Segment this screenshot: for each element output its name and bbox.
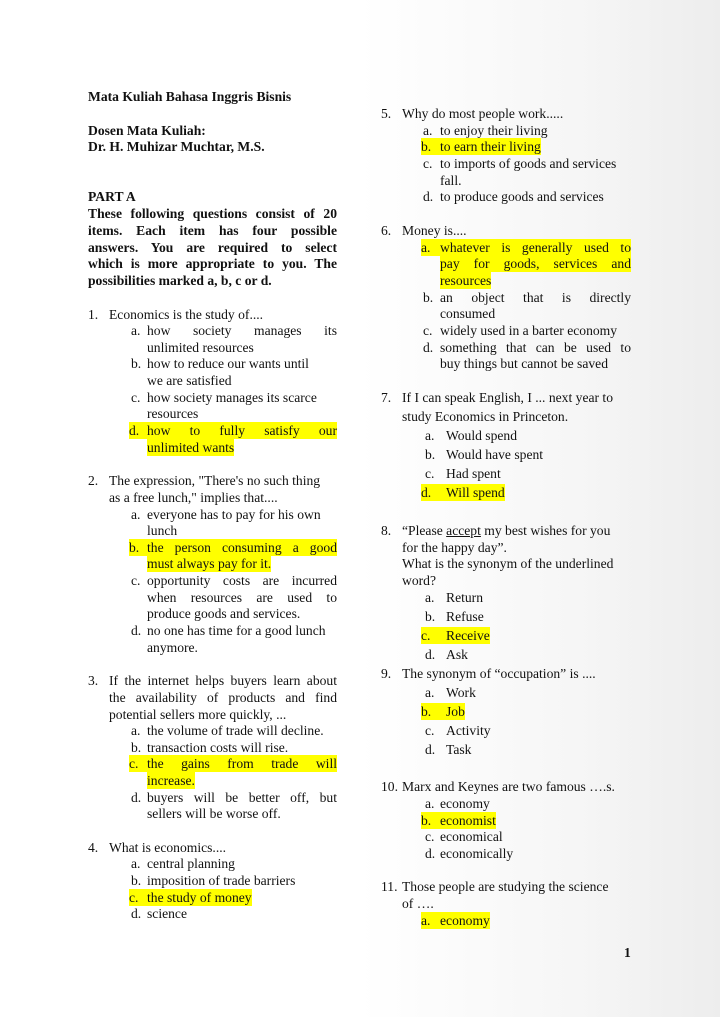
option-text: sellers will be worse off. [147,806,281,821]
question-text: Economics is the study of.... [109,307,264,322]
option-text: science [147,906,187,921]
option-text: opportunity costs are incurred [147,573,337,588]
question-text: What is economics.... [109,840,227,855]
option-letter: b. [423,290,434,305]
option-text: to enjoy their living [440,123,548,138]
underlined-word: accept [446,523,481,538]
option-text: buy things but cannot be saved [440,356,609,371]
option-text: Task [446,742,472,757]
option-letter: d. [425,742,436,757]
option-letter: b. [425,447,436,462]
option-text: something that can be used to [440,340,631,355]
option-letter: b. [131,740,142,755]
option-letter: b. [421,812,440,829]
question-text: What is the synonym of the underlined [402,556,614,571]
option-text: Refuse [446,609,484,624]
option-text: when resources are used to [147,590,337,605]
option-letter: d. [425,647,436,662]
option-text: lunch [147,523,178,538]
option-letter: d. [423,340,434,355]
option-letter: d. [131,623,142,638]
option-text: Activity [446,723,491,738]
instructions-line: answers. You are required to select [88,240,337,255]
answer-highlight: Receive [446,628,490,643]
option-text: buyers will be better off, but [147,790,337,805]
option-letter: d. [421,484,446,501]
part-title: PART A [88,189,136,204]
answer-highlight: resources [440,273,492,288]
option-text: imposition of trade barriers [147,873,296,888]
question-number: 11. [381,879,398,894]
question-number: 10. [381,779,398,794]
question-text: The expression, "There's no such thing [109,473,321,488]
option-text: central planning [147,856,235,871]
question-text: for the happy day”. [402,540,507,555]
answer-highlight: the person consuming a good [147,540,337,555]
option-text: Ask [446,647,468,662]
answer-highlight: economist [440,813,496,828]
question-text: potential sellers more quickly, ... [109,707,287,722]
option-letter: c. [129,889,147,906]
question-number: 9. [381,666,392,681]
option-letter: a. [423,123,433,138]
question-text: study Economics in Princeton. [402,409,569,424]
option-letter: c. [423,156,433,171]
question-number: 7. [381,390,392,405]
option-text: how society manages its [147,323,337,338]
page-number: 1 [624,945,631,960]
answer-highlight: whatever is generally used to [440,240,631,255]
option-text: Would spend [446,428,518,443]
question-text: the availability of products and find [109,690,337,705]
option-text: an object that is directly [440,290,631,305]
option-text: transaction costs will rise. [147,740,289,755]
option-letter: d. [131,790,142,805]
option-letter: d. [129,422,147,439]
option-text: resources [147,406,199,421]
question-number: 4. [88,840,99,855]
option-text: how society manages its scarce [147,390,317,405]
question-number: 3. [88,673,99,688]
option-letter: a. [131,856,141,871]
answer-highlight: increase. [147,773,195,788]
option-letter: c. [425,466,435,481]
option-letter: c. [129,755,147,772]
answer-highlight: economy [440,913,490,928]
option-text: economically [440,846,514,861]
option-letter: a. [425,590,435,605]
option-letter: a. [131,723,141,738]
option-letter: d. [425,846,436,861]
option-letter: a. [425,685,435,700]
option-text: Return [446,590,483,605]
option-letter: c. [131,390,141,405]
option-letter: c. [131,573,141,588]
option-text: consumed [440,306,496,321]
option-letter: a. [425,428,435,443]
question-text-part: “Please [402,523,447,538]
option-text: how to reduce our wants until [147,356,309,371]
question-text: Those people are studying the science [402,879,609,894]
question-text: Why do most people work..... [402,106,564,121]
option-text: no one has time for a good lunch [147,623,326,638]
option-letter: a. [131,323,141,338]
answer-highlight: Will spend [446,485,505,500]
option-letter: c. [423,323,433,338]
question-text: The synonym of “occupation” is .... [402,666,596,681]
option-text: the volume of trade will decline. [147,723,324,738]
option-letter: d. [423,189,434,204]
option-letter: b. [425,609,436,624]
answer-highlight: Job [446,704,465,719]
option-text: everyone has to pay for his own [147,507,321,522]
option-letter: a. [131,507,141,522]
question-number: 8. [381,523,392,538]
question-number: 5. [381,106,392,121]
answer-highlight: must always pay for it. [147,556,272,571]
option-text: to imports of goods and services [440,156,617,171]
option-letter: c. [421,627,446,644]
option-text: anymore. [147,640,198,655]
answer-highlight: the gains from trade will [147,756,337,771]
question-text: word? [402,573,436,588]
question-text [402,522,610,539]
option-text: Had spent [446,466,501,481]
option-letter: b. [131,356,142,371]
option-letter: a. [421,239,440,256]
option-letter: a. [425,796,435,811]
question-text: If the internet helps buyers learn about [109,673,337,688]
option-text: produce goods and services. [147,606,301,621]
option-text: widely used in a barter economy [440,323,618,338]
option-letter: b. [131,873,142,888]
answer-highlight: unlimited wants [147,440,235,455]
option-letter: b. [421,703,446,720]
question-number: 6. [381,223,392,238]
option-text: we are satisfied [147,373,232,388]
question-text: as a free lunch," implies that.... [109,490,278,505]
option-text: fall. [440,173,462,188]
instructions-line: possibilities marked a, b, c or d. [88,273,272,288]
option-letter: c. [425,723,435,738]
instructions-line: which is more appropriate to you. The [88,256,337,271]
option-letter: b. [129,539,147,556]
answer-highlight: the study of money [147,890,252,905]
instructions-line: These following questions consist of 20 [88,206,337,221]
answer-highlight: how to fully satisfy our [147,423,337,438]
lecturer-label: Dosen Mata Kuliah: [88,123,206,138]
option-text: Work [446,685,476,700]
option-letter: a. [421,912,440,929]
answer-highlight: to earn their living [440,139,541,154]
question-number: 1. [88,307,99,322]
answer-highlight: pay for goods, services and [440,256,631,271]
question-number: 2. [88,473,99,488]
option-text: unlimited resources [147,340,254,355]
question-text: Money is.... [402,223,467,238]
option-text: economical [440,829,503,844]
option-letter: c. [425,829,435,844]
option-letter: b. [421,138,440,155]
option-letter: d. [131,906,142,921]
course-title: Mata Kuliah Bahasa Inggris Bisnis [88,89,292,104]
question-text-part: my best wishes for you [480,523,611,538]
question-text: Marx and Keynes are two famous ….s. [402,779,615,794]
instructions-line: items. Each item has four possible [88,223,337,238]
question-text: If I can speak English, I ... next year to [402,390,614,405]
option-text: economy [440,796,490,811]
question-text: of …. [402,896,434,911]
option-text: to produce goods and services [440,189,604,204]
option-text: Would have spent [446,447,544,462]
lecturer-name: Dr. H. Muhizar Muchtar, M.S. [88,139,265,154]
